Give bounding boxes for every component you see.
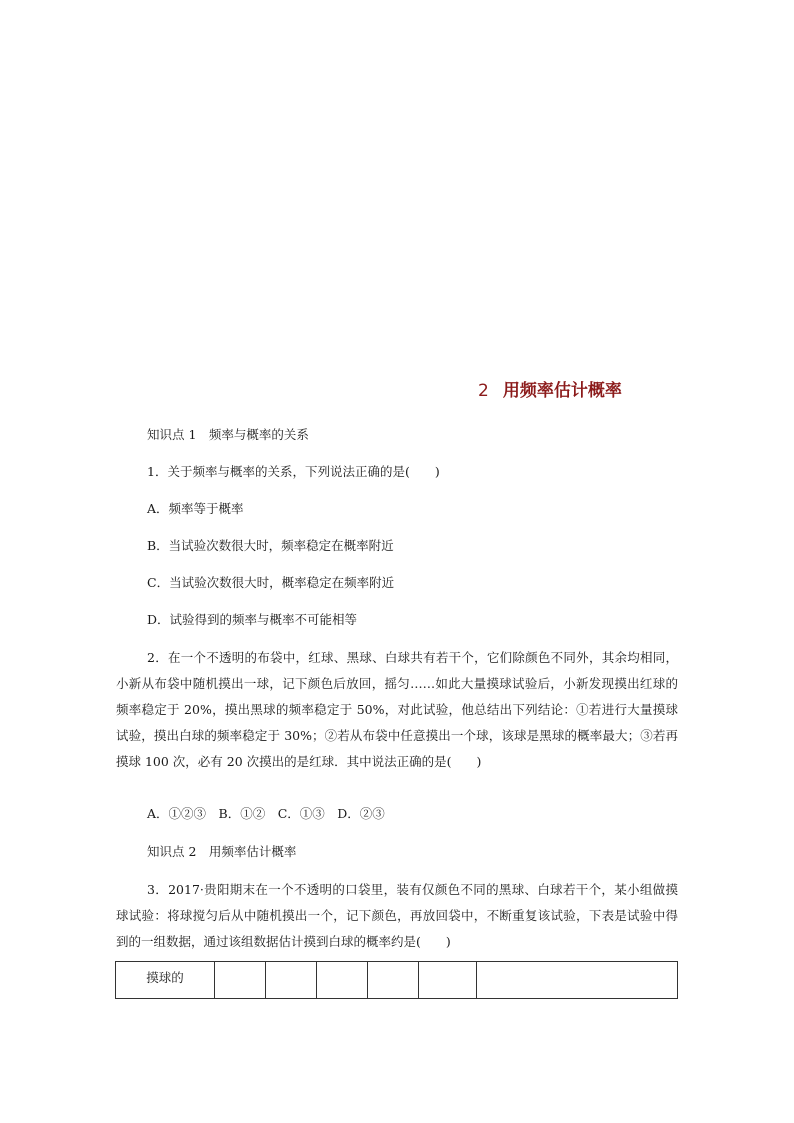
section-2-heading: 知识点 2 用频率估计概率 (147, 844, 297, 859)
table-cell (477, 962, 678, 999)
table-cell (266, 962, 317, 999)
question-1-option-c: C．当试验次数很大时，概率稳定在频率附近 (147, 575, 395, 590)
data-table (115, 961, 678, 999)
question-1-stem: 1．关于频率与概率的关系，下列说法正确的是( ) (147, 464, 440, 479)
question-3-stem: 3．2017·贵阳期末在一个不透明的口袋里，装有仅颜色不同的黑球、白球若干个，某小组做摸球试验：将球搅匀后从中随机摸出一个，记下颜色，再放回袋中，不断重复该试验，下表是试验中得到的一组数据，通过该组数据估计摸到白球的概率约是( ) (116, 882, 678, 949)
question-1-option-d: D．试验得到的频率与概率不可能相等 (147, 612, 358, 627)
page-title (478, 376, 622, 401)
title-text: 用频率估计概率 (502, 381, 622, 401)
table-cell (317, 962, 368, 999)
question-2-options: A．①②③ B．①② C．①③ D．②③ (147, 806, 385, 821)
title-number: 2 (478, 381, 489, 401)
table-row (116, 962, 678, 999)
section-1-heading: 知识点 1 频率与概率的关系 (147, 427, 309, 442)
table-header-cell: 摸球的 (116, 962, 215, 999)
question-1-option-b: B．当试验次数很大时，频率稳定在概率附近 (147, 538, 394, 553)
table-cell (215, 962, 266, 999)
question-2-stem: 2．在一个不透明的布袋中，红球、黑球、白球共有若干个，它们除颜色不同外，其余均相同，小新从布袋中随机摸出一球，记下颜色后放回，摇匀……如此大量摸球试验后，小新发现摸出红球的频率稳定于 20%，摸出黑球的频率稳定于 50%，对此试验，他总结出下列结论：①若进行大量摸球试验，摸出白球的频率稳定于 30%；②若从布袋中任意摸出一个球，该球是黑球的概率最大；③若再摸球 100 次，必有 20 次摸出的是红球．其中说法正确的是( ) (116, 650, 678, 769)
table-cell (419, 962, 477, 999)
table-cell (368, 962, 419, 999)
question-1-option-a: A．频率等于概率 (147, 501, 244, 516)
